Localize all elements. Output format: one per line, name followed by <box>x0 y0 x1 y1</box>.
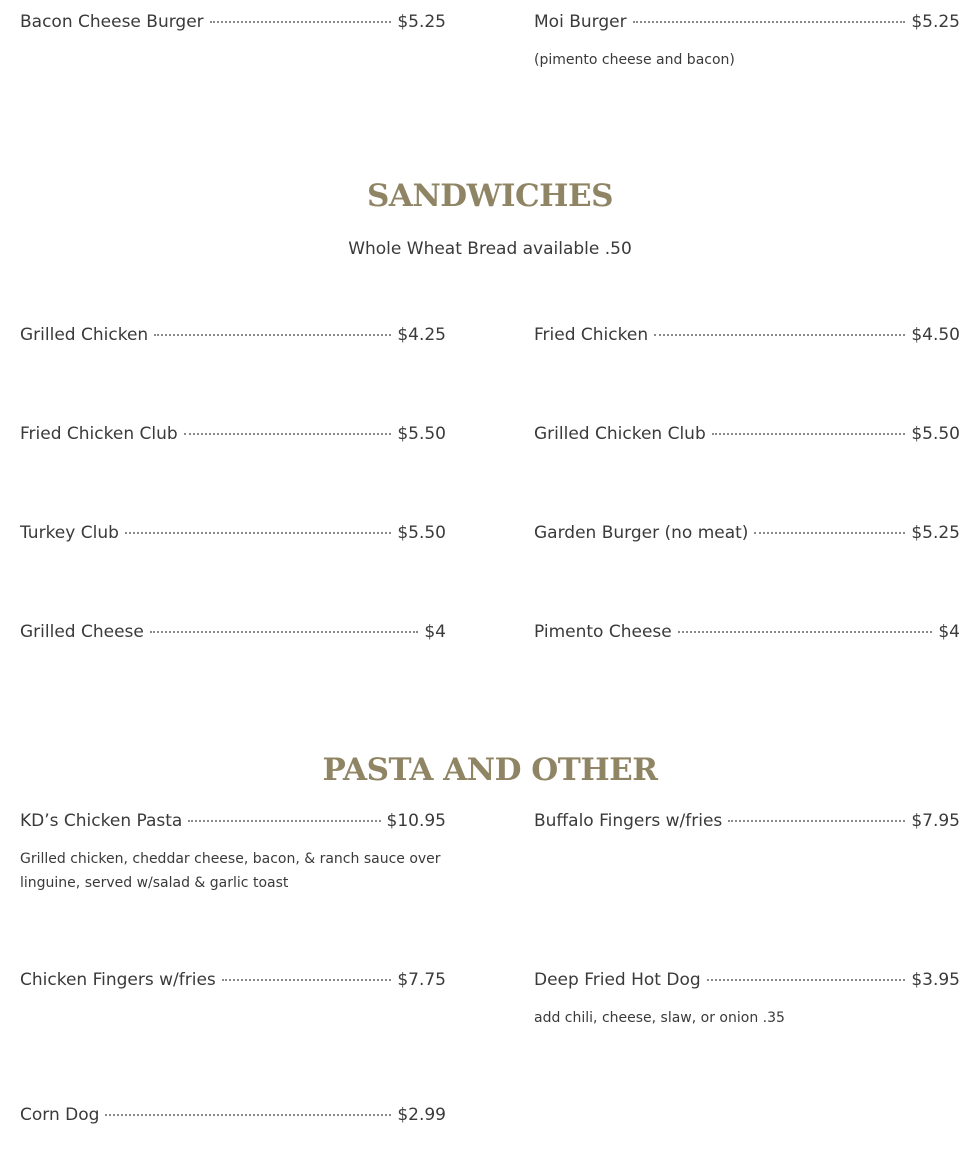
item-name: Bacon Cheese Burger <box>20 12 204 32</box>
item-price: $10.95 <box>386 811 446 831</box>
item-description: linguine, served w/salad & garlic toast <box>20 875 289 891</box>
dot-leader <box>105 1114 391 1116</box>
item-description: add chili, cheese, slaw, or onion .35 <box>534 1010 785 1026</box>
item-name: Garden Burger (no meat) <box>534 523 749 543</box>
menu-item-fried-chicken-club <box>20 423 446 445</box>
menu-item-grilled-cheese <box>20 621 446 643</box>
section-subtitle: Whole Wheat Bread available .50 <box>348 239 632 259</box>
menu-item-bacon-cheese-burger <box>20 11 446 33</box>
dot-leader <box>188 820 380 822</box>
item-price: $7.75 <box>397 970 446 990</box>
dot-leader <box>184 433 392 435</box>
dot-leader <box>633 21 906 23</box>
item-name: Grilled Chicken <box>20 325 149 345</box>
item-price: $5.25 <box>911 523 960 543</box>
item-price: $3.95 <box>911 970 960 990</box>
item-description: (pimento cheese and bacon) <box>534 52 735 68</box>
dot-leader <box>678 631 933 633</box>
section-title-pasta: PASTA AND OTHER <box>322 752 658 788</box>
item-price: $4.25 <box>397 325 446 345</box>
item-name: Buffalo Fingers w/fries <box>534 811 723 831</box>
item-name: Corn Dog <box>20 1105 100 1125</box>
menu-item-corn-dog <box>20 1104 446 1126</box>
item-name: Fried Chicken Club <box>20 424 178 444</box>
item-price: $5.50 <box>397 523 446 543</box>
item-name: Turkey Club <box>20 523 119 543</box>
item-name: KD’s Chicken Pasta <box>20 811 183 831</box>
menu-item-fried-chicken <box>534 324 960 346</box>
dot-leader <box>707 979 906 981</box>
item-name: Grilled Chicken Club <box>534 424 706 444</box>
item-price: $5.50 <box>397 424 446 444</box>
dot-leader <box>754 532 905 534</box>
dot-leader <box>210 21 392 23</box>
item-price: $4 <box>424 622 446 642</box>
menu-item-moi-burger <box>534 11 960 33</box>
menu-item-deep-fried-hot-dog <box>534 969 960 991</box>
dot-leader <box>654 334 905 336</box>
item-name: Deep Fried Hot Dog <box>534 970 701 990</box>
item-description: Grilled chicken, cheddar cheese, bacon, & ranch sauce over <box>20 851 441 867</box>
menu-item-grilled-chicken-club <box>534 423 960 445</box>
item-price: $5.25 <box>397 12 446 32</box>
dot-leader <box>125 532 391 534</box>
item-name: Moi Burger <box>534 12 627 32</box>
dot-leader <box>712 433 906 435</box>
item-price: $5.25 <box>911 12 960 32</box>
item-name: Grilled Cheese <box>20 622 144 642</box>
item-price: $2.99 <box>397 1105 446 1125</box>
item-price: $4 <box>938 622 960 642</box>
dot-leader <box>728 820 905 822</box>
menu-item-garden-burger <box>534 522 960 544</box>
dot-leader <box>222 979 392 981</box>
item-price: $4.50 <box>911 325 960 345</box>
section-title-sandwiches: SANDWICHES <box>367 178 613 214</box>
item-price: $5.50 <box>911 424 960 444</box>
item-name: Pimento Cheese <box>534 622 672 642</box>
item-name: Chicken Fingers w/fries <box>20 970 216 990</box>
menu-item-buffalo-fingers <box>534 810 960 832</box>
item-price: $7.95 <box>911 811 960 831</box>
menu-item-chicken-fingers <box>20 969 446 991</box>
dot-leader <box>150 631 418 633</box>
menu-item-turkey-club <box>20 522 446 544</box>
menu-item-kds-chicken-pasta <box>20 810 446 832</box>
menu-item-grilled-chicken <box>20 324 446 346</box>
dot-leader <box>154 334 391 336</box>
item-name: Fried Chicken <box>534 325 649 345</box>
menu-item-pimento-cheese <box>534 621 960 643</box>
